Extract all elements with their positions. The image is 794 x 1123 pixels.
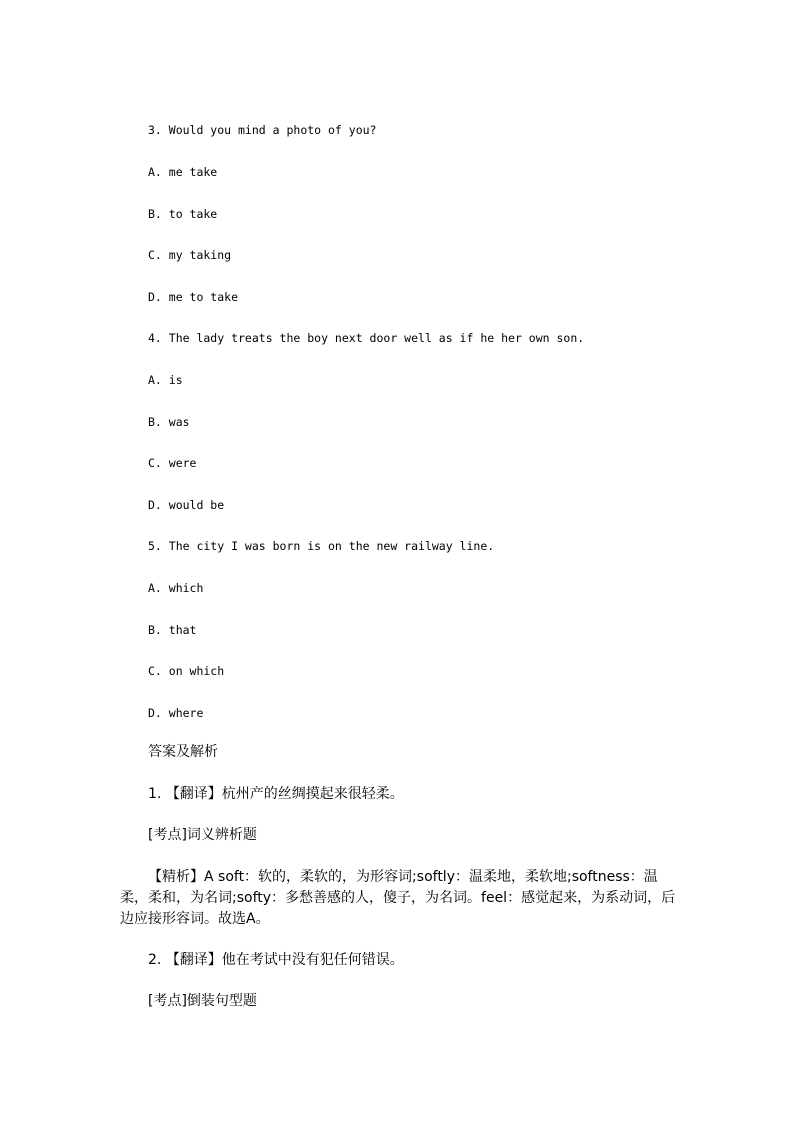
question-3-option-c: C. my taking	[148, 248, 232, 262]
question-3-option-a: A. me take	[148, 165, 218, 179]
question-3-stem: 3. Would you mind a photo of you?	[148, 123, 377, 137]
answer-1-point: [考点]词义辨析题	[148, 827, 257, 843]
question-3-option-b: B. to take	[148, 207, 218, 221]
question-5-option-b: B. that	[148, 623, 197, 637]
question-4-stem: 4. The lady treats the boy next door well as if he her own son.	[148, 331, 585, 345]
answer-2-point: [考点]倒装句型题	[148, 993, 257, 1009]
question-5-option-d: D. where	[148, 706, 204, 720]
question-5-option-c: C. on which	[148, 664, 225, 678]
question-4-option-a: A. is	[148, 373, 183, 387]
question-4-option-b: B. was	[148, 415, 190, 429]
answer-2-translation: 2. 【翻译】他在考试中没有犯任何错误。	[148, 952, 404, 968]
question-5-stem: 5. The city I was born is on the new railway line.	[148, 539, 495, 553]
question-3-option-d: D. me to take	[148, 290, 239, 304]
question-5-option-a: A. which	[148, 581, 204, 595]
answer-1-analysis: 【精析】A soft：软的，柔软的，为形容词;softly：温柔地，柔软地;softness：温柔，柔和，为名词;softy：多愁善感的人，傻子，为名词。feel：感觉起来，为系动词，后边应接形容词。故选A。	[120, 869, 676, 927]
question-4-option-d: D. would be	[148, 498, 225, 512]
answers-heading: 答案及解析	[148, 744, 218, 760]
answer-1-translation: 1. 【翻译】杭州产的丝绸摸起来很轻柔。	[148, 786, 404, 802]
question-4-option-c: C. were	[148, 456, 197, 470]
